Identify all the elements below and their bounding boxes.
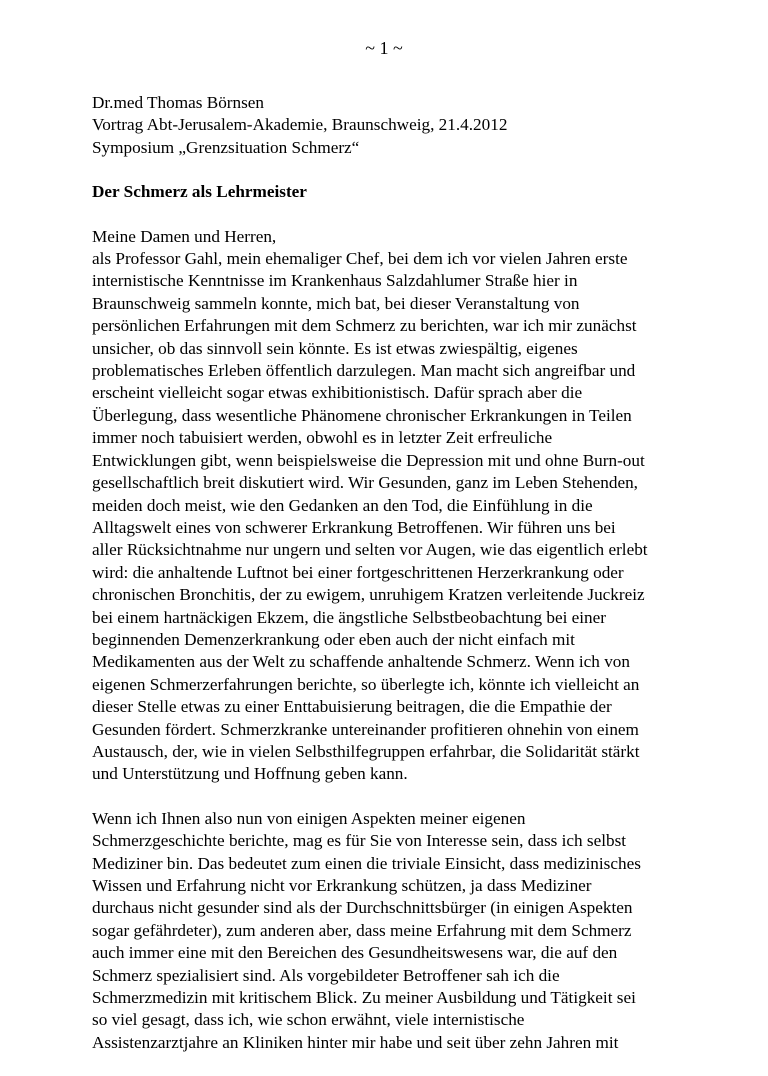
text-line: unsicher, ob das sinnvoll sein könnte. Es ist etwas zwiespältig, eigenes xyxy=(92,338,578,358)
text-line: Mediziner bin. Das bedeutet zum einen die triviale Einsicht, dass medizinisches xyxy=(92,853,641,873)
text-line: Schmerz spezialisiert sind. Als vorgebildeter Betroffener sah ich die xyxy=(92,965,560,985)
text-line: Meine Damen und Herren, xyxy=(92,226,277,246)
page-number: ~ 1 ~ xyxy=(365,38,403,58)
text-line: persönlichen Erfahrungen mit dem Schmerz zu berichten, war ich mir zunächst xyxy=(92,316,637,336)
text-line: chronischen Bronchitis, der zu ewigem, unruhigem Kratzen verleitende Juckreiz xyxy=(92,585,645,605)
symposium-line: Symposium „Grenzsituation Schmerz“ xyxy=(92,137,360,157)
document-title: Der Schmerz als Lehrmeister xyxy=(92,182,307,202)
text-line: problematisches Erleben öffentlich darzulegen. Man macht sich angreifbar und xyxy=(92,361,636,381)
text-line: gesellschaftlich breit diskutiert wird. Wir Gesunden, ganz im Leben Stehenden, xyxy=(92,473,638,493)
text-line: internistische Kenntnisse im Krankenhaus Salzdahlumer Straße hier in xyxy=(92,271,578,291)
text-line: meiden doch meist, wie den Gedanken an den Tod, die Einfühlung in die xyxy=(92,495,593,515)
text-line: wird: die anhaltende Luftnot bei einer fortgeschrittenen Herzerkrankung oder xyxy=(92,562,624,582)
text-line: Braunschweig sammeln konnte, mich bat, bei dieser Veranstaltung von xyxy=(92,293,580,313)
text-line: so viel gesagt, dass ich, wie schon erwähnt, viele internistische xyxy=(92,1010,525,1030)
text-line: Schmerzmedizin mit kritischem Blick. Zu meiner Ausbildung und Tätigkeit sei xyxy=(92,988,636,1008)
header-block xyxy=(92,92,732,159)
text-line: erscheint vielleicht sogar etwas exhibitionistisch. Dafür sprach aber die xyxy=(92,383,583,403)
text-line: Wissen und Erfahrung nicht vor Erkrankung schützen, ja dass Mediziner xyxy=(92,876,592,895)
text-line: bei einem hartnäckigen Ekzem, die ängstliche Selbstbeobachtung bei einer xyxy=(92,607,607,627)
author-line: Dr.med Thomas Börnsen xyxy=(92,93,265,112)
text-line: Medikamenten aus der Welt zu schaffende anhaltende Schmerz. Wenn ich von xyxy=(92,652,630,672)
text-line: beginnenden Demenzerkrankung oder eben auch der nicht einfach mit xyxy=(92,629,575,649)
text-line: Assistenzarztjahre an Kliniken hinter mir habe und seit über zehn Jahren mit xyxy=(92,1032,619,1052)
text-line: eigenen Schmerzerfahrungen berichte, so überlegte ich, könnte ich vielleicht an xyxy=(92,674,640,694)
text-line: auch immer eine mit den Bereichen des Gesundheitswesens war, die auf den xyxy=(92,943,618,963)
text-line: durchaus nicht gesunder sind als der Durchschnittsbürger (in einigen Aspekten xyxy=(92,898,633,918)
text-line: aller Rücksichtnahme nur ungern und selten vor Augen, wie das eigentlich erlebt xyxy=(92,540,648,560)
text-line: dieser Stelle etwas zu einer Enttabuisierung beitragen, die die Empathie der xyxy=(92,697,612,717)
text-line: Alltagswelt eines von schwerer Erkrankung Betroffenen. Wir führen uns bei xyxy=(92,517,616,537)
document-body xyxy=(92,92,732,1076)
paragraph-2 xyxy=(92,808,732,1054)
text-line: Gesunden fördert. Schmerzkranke untereinander profitieren ohnehin von einem xyxy=(92,719,639,739)
text-line: immer noch tabuisiert werden, obwohl es in letzter Zeit erfreuliche xyxy=(92,428,553,448)
text-line: sogar gefährdeter), zum anderen aber, dass meine Erfahrung mit dem Schmerz xyxy=(92,920,632,940)
text-line: Austausch, der, wie in vielen Selbsthilfegruppen erfahrbar, die Solidarität stärkt xyxy=(92,741,640,761)
text-line: als Professor Gahl, mein ehemaliger Chef, bei dem ich vor vielen Jahren erste xyxy=(92,249,628,269)
text-line: Überlegung, dass wesentliche Phänomene chronischer Erkrankungen in Teilen xyxy=(92,405,632,425)
text-line: Schmerzgeschichte berichte, mag es für Sie von Interesse sein, dass ich selbst xyxy=(92,831,627,851)
text-line: Entwicklungen gibt, wenn beispielsweise die Depression mit und ohne Burn-out xyxy=(92,450,645,470)
text-line: und Unterstützung und Hoffnung geben kann. xyxy=(92,764,408,784)
event-line: Vortrag Abt-Jerusalem-Akademie, Braunschweig, 21.4.2012 xyxy=(92,115,508,135)
paragraph-1 xyxy=(92,226,732,786)
text-line: Wenn ich Ihnen also nun von einigen Aspekten meiner eigenen xyxy=(92,808,526,828)
